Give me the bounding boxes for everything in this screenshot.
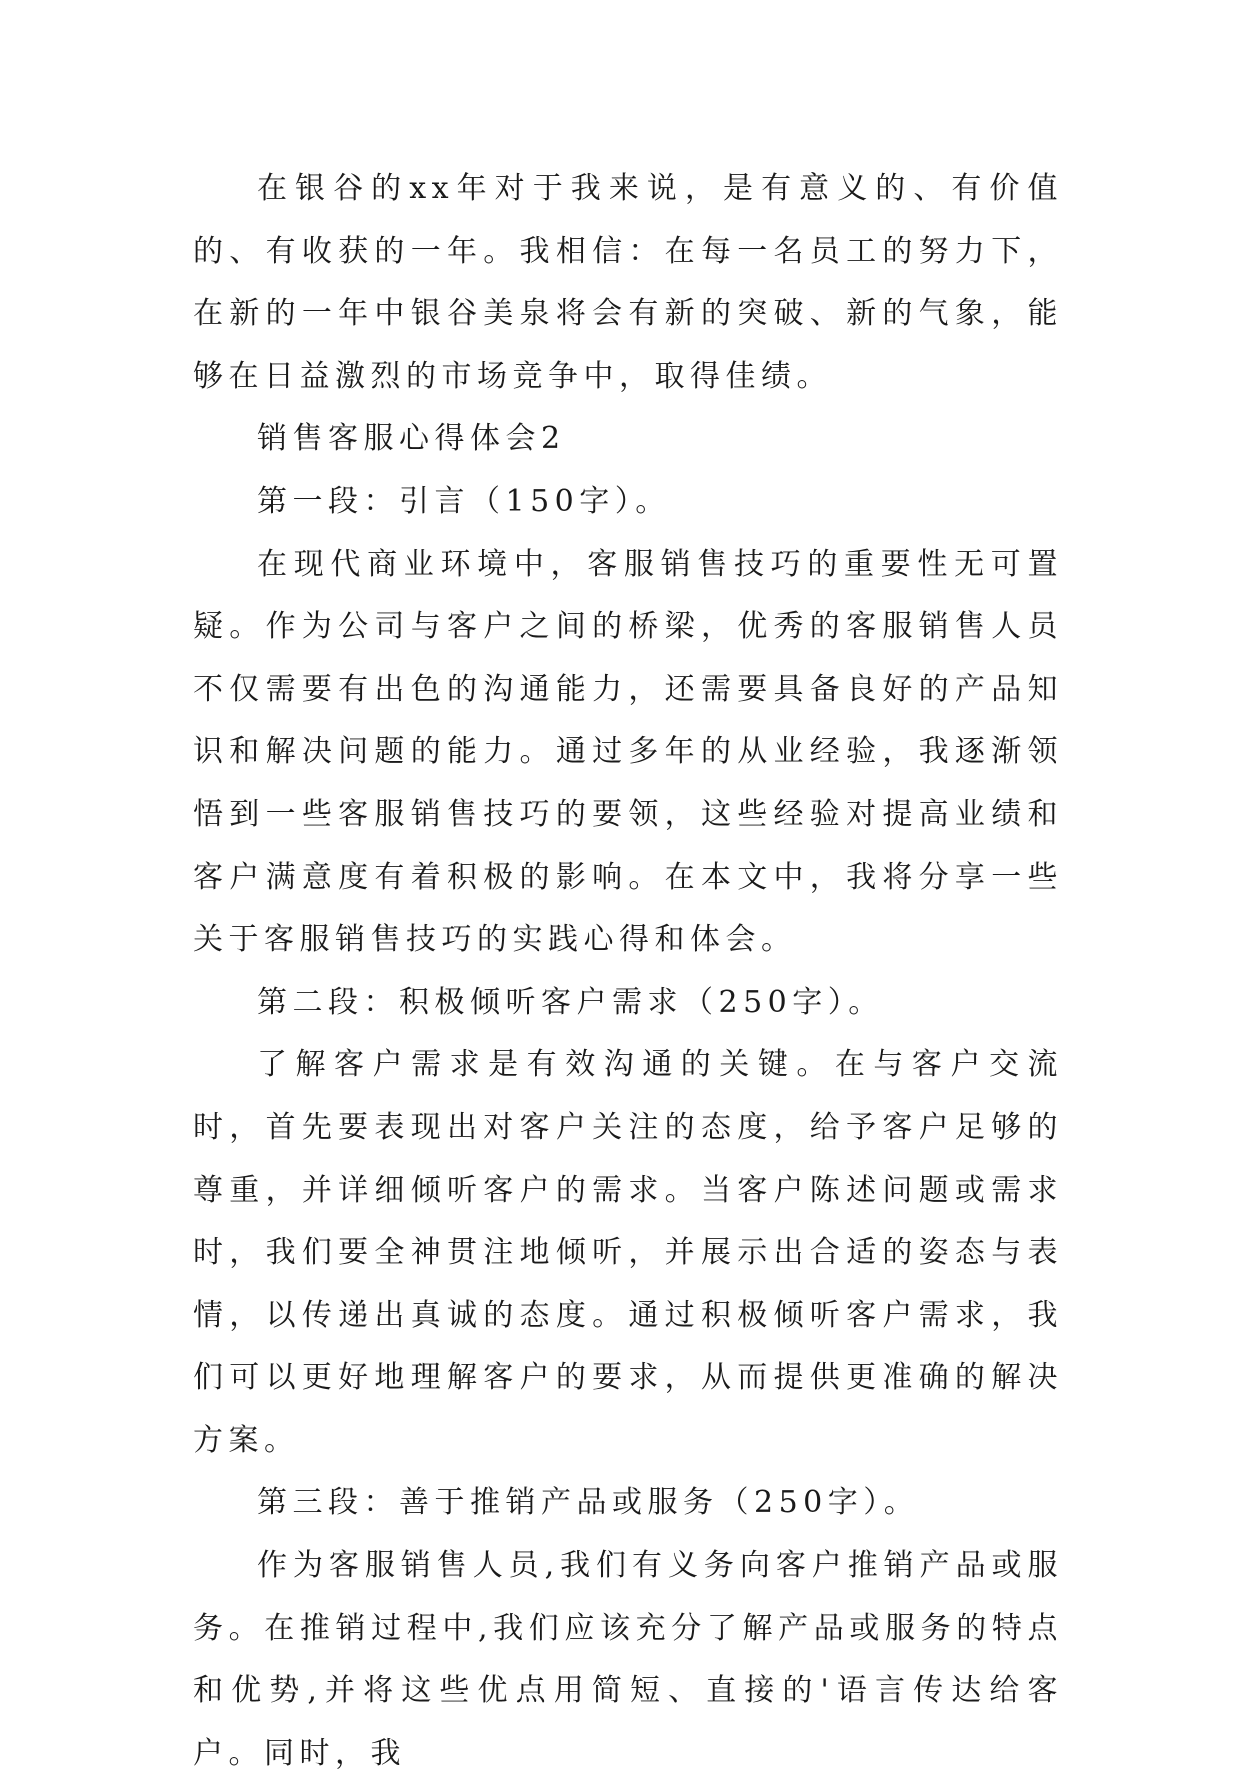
section-heading-3: 第三段：善于推销产品或服务（250字）。 xyxy=(257,1485,920,1521)
paragraph-section-3: 作为客服销售人员,我们有义务向客户推销产品或服务。在推销过程中,我们应该充分了解产品或服务的特点和优势,并将这些优点用简短、直接的'语言传达给客户。同时，我 xyxy=(193,1548,1063,1771)
paragraph-intro-closing: 在银谷的xx年对于我来说，是有意义的、有价值的、有收获的一年。我相信：在每一名员工的努力下，在新的一年中银谷美泉将会有新的突破、新的气象，能够在日益激烈的市场竞争中，取得佳绩。 xyxy=(193,171,1063,394)
section-heading-2: 第二段：积极倾听客户需求（250字）。 xyxy=(257,984,884,1020)
section-heading-1: 第一段：引言（150字）。 xyxy=(257,483,671,519)
paragraph-section-1: 在现代商业环境中，客服销售技巧的重要性无可置疑。作为公司与客户之间的桥梁，优秀的客服销售人员不仅需要有出色的沟通能力，还需要具备良好的产品知识和解决问题的能力。通过多年的从业经验，我逐渐领悟到一些客服销售技巧的要领，这些经验对提高业绩和客户满意度有着积极的影响。在本文中，我将分享一些关于客服销售技巧的实践心得和体会。 xyxy=(193,546,1063,958)
document-body xyxy=(193,158,1063,1785)
paragraph-section-2: 了解客户需求是有效沟通的关键。在与客户交流时，首先要表现出对客户关注的态度，给予客户足够的尊重，并详细倾听客户的需求。当客户陈述问题或需求时，我们要全神贯注地倾听，并展示出合适的姿态与表情，以传递出真诚的态度。通过积极倾听客户需求，我们可以更好地理解客户的要求，从而提供更准确的解决方案。 xyxy=(193,1047,1063,1458)
article-title: 销售客服心得体会2 xyxy=(257,421,566,457)
